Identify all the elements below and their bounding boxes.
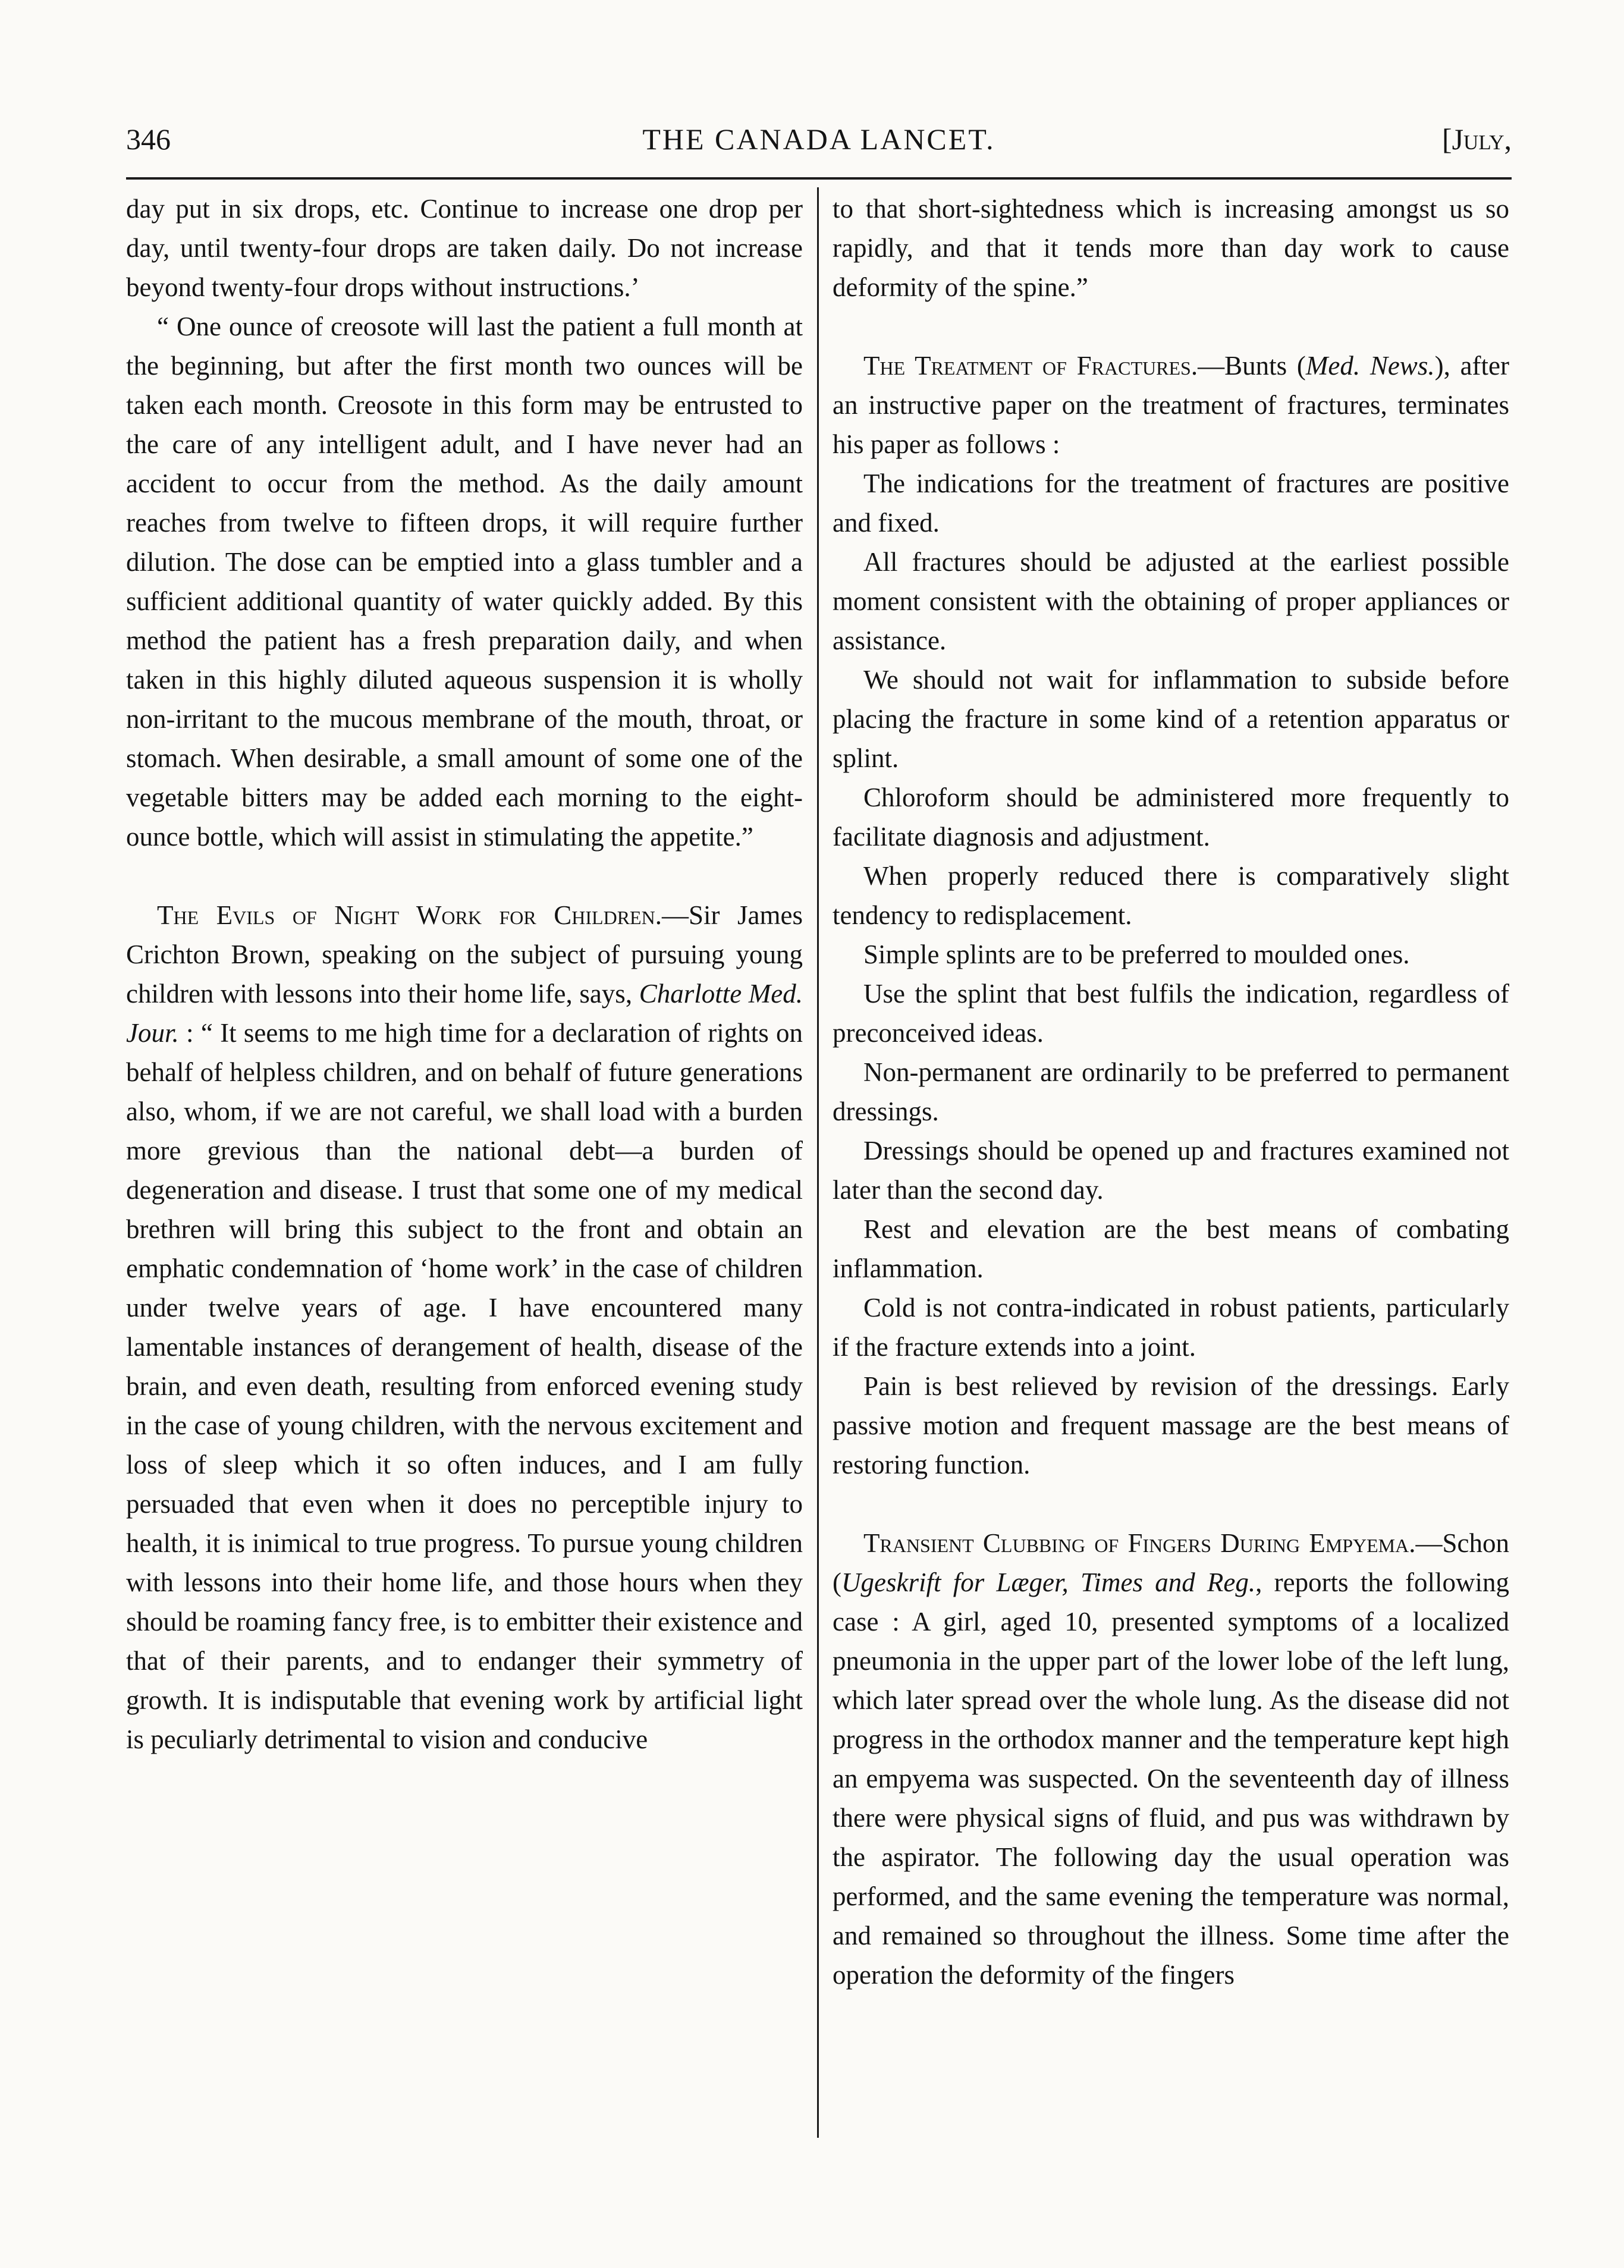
creosote-paragraph-end: day put in six drops, etc. Continue to increase one drop per day, until twenty-four drops are taken daily. Do not increase beyond twenty-four drops without instructions.’ — [126, 194, 803, 302]
fracture-rule: The indications for the treatment of fractures are positive and fixed. — [833, 469, 1509, 538]
clubbing-source: Ugeskrift for Læger, Times and Reg. — [841, 1568, 1256, 1597]
page-number: 346 — [126, 122, 171, 156]
clubbing-author: —Schon ( — [833, 1528, 1509, 1597]
night-work-text-b: : “ It seems to me high time for a declaration of rights on behalf of helpless children, and on behalf of future generations also, whom, if we are not careful, we shall load with a burden more grevious than the national debt—a burden of degeneration and disease. I trust that some one of my medical brethren will bring this subject to the front and obtain an emphatic condemnation of ‘home work’ in the case of children under twelve years of age. I have encountered many lamentable instances of derangement of health, disease of the brain, and even death, resulting from enforced evening study in the case of young children, with the nervous excitement and loss of sleep which it so often induces, and I am fully persuaded that even when it does no perceptible injury to health, it is inimical to true progress. To pursue young children with lessons into their home life, and those hours when they should be roaming fancy free, is to embitter their existence and that of their parents, and to endanger their symmetry of growth. It is indisputable that evening work by artificial light is peculiarly detrimental to vision and conducive — [126, 1018, 803, 1754]
left-column — [126, 189, 803, 2146]
night-work-heading: The Evils of Night Work for Children.— — [157, 900, 689, 930]
column-divider — [817, 187, 819, 2138]
fracture-rule: Dressings should be opened up and fractures examined not later than the second day. — [833, 1136, 1509, 1205]
fracture-rule: Chloroform should be administered more frequently to facilitate diagnosis and adjustment. — [833, 783, 1509, 852]
night-work-text-a: Sir James Crichton Brown, speaking on the subject of pursuing young children with lessons into their home life, says, — [126, 900, 803, 1009]
fracture-rule: Cold is not contra-indicated in robust patients, particularly if the fracture extends into a joint. — [833, 1293, 1509, 1362]
night-work-source: Charlotte Med. Jour. — [126, 979, 803, 1048]
fracture-rule: We should not wait for inflammation to subside before placing the fracture in some kind of a retention apparatus or splint. — [833, 665, 1509, 773]
fracture-rule: Non-permanent are ordinarily to be preferred to permanent dressings. — [833, 1057, 1509, 1126]
issue-month: [July, — [1441, 122, 1512, 156]
header-rule — [126, 177, 1512, 180]
fracture-rule: Simple splints are to be preferred to moulded ones. — [863, 940, 1410, 969]
clubbing-text: , reports the following case : A girl, aged 10, presented symptoms of a localized pneumonia in the upper part of the lower lobe of the left lung, which later spread over the whole lung. As the disease did not progress in the orthodox manner and the temperature kept high an empyema was suspected. On the seventeenth day of illness there were physical signs of fluid, and pus was withdrawn by the aspirator. The following day the usual operation was performed, and the same evening the temperature was normal, and remained so throughout the illness. Some time after the operation the deformity of the fingers — [833, 1568, 1509, 1990]
fractures-intro — [833, 346, 1509, 464]
fracture-rule: When properly reduced there is comparatively slight tendency to redisplacement. — [833, 861, 1509, 930]
journal-title: THE CANADA LANCET. — [642, 122, 995, 156]
night-work-article — [126, 896, 803, 1759]
fractures-source: Med. News. — [1305, 351, 1435, 381]
clubbing-heading: Transient Clubbing of Fingers During Empyema. — [863, 1528, 1416, 1558]
fractures-author: —Bunts ( — [1198, 351, 1306, 381]
clubbing-article — [833, 1523, 1509, 1994]
running-header — [126, 122, 1512, 169]
fracture-rule: All fractures should be adjusted at the earliest possible moment consistent with the obtaining of proper appliances or assistance. — [833, 547, 1509, 655]
fractures-intro-text: ), after an instructive paper on the treatment of fractures, terminates his paper as follows : — [833, 351, 1509, 459]
right-column — [833, 189, 1509, 2146]
night-work-continuation: to that short-sightedness which is increasing amongst us so rapidly, and that it tends more than day work to cause deformity of the spine.” — [833, 194, 1509, 302]
fractures-heading: The Treatment of Fractures. — [863, 351, 1198, 381]
creosote-quote-paragraph: “ One ounce of creosote will last the patient a full month at the beginning, but after the first month two ounces will be taken each month. Creosote in this form may be entrusted to the care of any intelligent adult, and I have never had an accident to occur from the method. As the daily amount reaches from twelve to fifteen drops, it will require further dilution. The dose can be emptied into a glass tumbler and a sufficient additional quantity of water quickly added. By this method the patient has a fresh preparation daily, and when taken in this highly diluted aqueous suspension it is wholly non-irritant to the mucous membrane of the mouth, throat, or stomach. When desirable, a small amount of some one of the vegetable bitters may be added each morning to the eight-ounce bottle, which will assist in stimulating the appetite.” — [126, 312, 803, 852]
fracture-rule: Pain is best relieved by revision of the dressings. Early passive motion and frequent massage are the best means of restoring function. — [833, 1371, 1509, 1479]
fracture-rule: Rest and elevation are the best means of combating inflammation. — [833, 1214, 1509, 1283]
fracture-rule: Use the splint that best fulfils the indication, regardless of preconceived ideas. — [833, 979, 1509, 1048]
